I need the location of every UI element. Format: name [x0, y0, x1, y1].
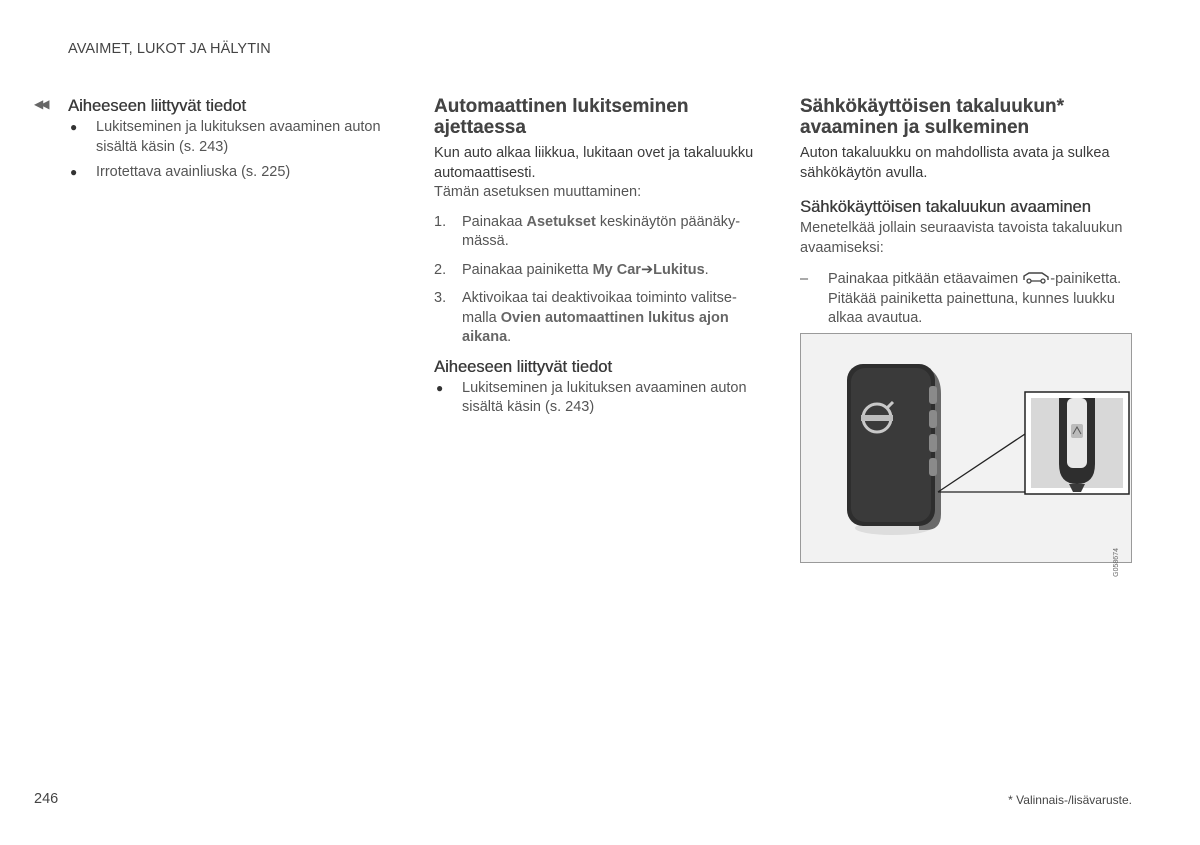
bullet-icon: ● [436, 380, 444, 395]
ui-label: My Car [592, 261, 641, 278]
column-right [800, 96, 1134, 329]
related-list [68, 118, 398, 183]
page-header: AVAIMET, LUKOT JA HÄLYTIN [68, 41, 271, 57]
ui-label: Ovien automaattinen lukitus ajon aikana [462, 309, 729, 345]
instruction-item: – Painakaa pitkään etäavaimen -painiketta. Pitäkää painiketta painettuna, kunnes luukku alkaa avautua. [800, 271, 1122, 326]
bullet-icon: ● [70, 120, 78, 134]
step-item: 2. Painakaa painiketta My Car➔Lukitus. [434, 261, 709, 278]
sub-heading: Sähkökäyttöisen takaluukun avaaminen [800, 198, 1091, 216]
list-item[interactable]: ● Lukitseminen ja lukituksen avaaminen auton sisältä käsin (s. 243) [436, 379, 747, 415]
related-list [434, 379, 766, 418]
change-label: Tämän asetuksen muuttaminen: [434, 184, 642, 200]
column-left [68, 96, 398, 189]
intro-text: Kun auto alkaa liikkua, lukitaan ovet ja takaluukku automaattisesti. [434, 145, 754, 181]
ui-label: Lukitus [653, 261, 705, 278]
related-info-heading: Aiheeseen liittyvät tiedot [68, 97, 246, 115]
tailgate-icon [1022, 271, 1050, 284]
figure-code: G058674 [1113, 548, 1120, 577]
intro-text: Auton takaluukku on mahdollista avata ja sulkea sähkökäytön avulla. [800, 145, 1110, 181]
page-number: 246 [34, 791, 59, 807]
arrow-icon: ➔ [640, 261, 654, 278]
footnote: * Valinnais-/lisävaruste. [1008, 793, 1132, 807]
section-heading: Automaattinen lukitseminen ajettaessa [434, 96, 689, 138]
bullet-icon: ● [70, 165, 78, 179]
step-item: 1. Painakaa Asetukset keskinäytön päänäkymässä. [434, 213, 741, 249]
key-fob-image [801, 334, 1131, 562]
steps-list [434, 213, 766, 348]
sub-intro-text: Menetelkää jollain seuraavista tavoista takaluukun avaamiseksi: [800, 220, 1123, 256]
list-item[interactable]: ● Irrotettava avainliuska (s. 225) [68, 163, 398, 183]
list-item[interactable]: ● Lukitseminen ja lukituksen avaaminen auton sisältä käsin (s. 243) [70, 119, 381, 155]
column-middle [434, 96, 766, 424]
key-fob-illustration [800, 333, 1132, 577]
step-item: 3. Aktivoikaa tai deaktivoikaa toiminto valitsemalla Ovien automaattinen lukitus ajon aikana. [434, 290, 737, 345]
continued-marker: ◀◀ [34, 97, 47, 111]
section-heading: Sähkökäyttöisen takaluukun* avaaminen ja sulkeminen [800, 96, 1064, 138]
related-info-heading: Aiheeseen liittyvät tiedot [434, 357, 612, 376]
ui-label: Asetukset [526, 213, 596, 230]
